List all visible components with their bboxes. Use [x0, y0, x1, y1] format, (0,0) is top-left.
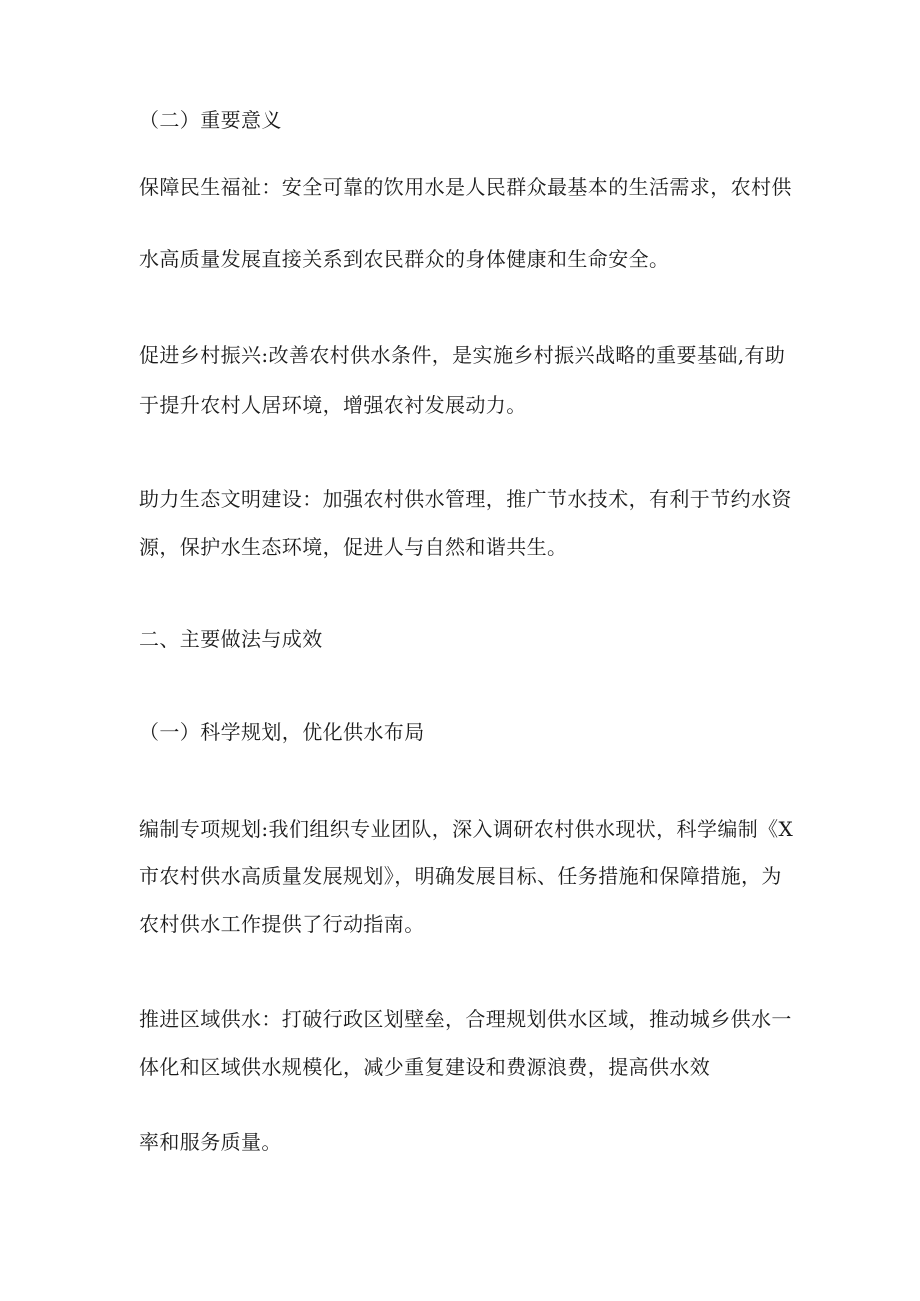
subsection-heading-planning: （一）科学规划，优化供水布局: [139, 720, 425, 744]
paragraph-revitalization-line-1: 促进乡村振兴:改善农村供水条件，是实施乡村振兴战略的重要基础,有助: [139, 343, 786, 367]
paragraph-regional-line-3: 率和服务质量。: [139, 1130, 282, 1154]
paragraph-planning-line-1: 编制专项规划:我们组织专业团队，深入调研农村供水现状，科学编制《X: [139, 817, 794, 841]
section-heading-significance: （二）重要意义: [139, 108, 282, 132]
paragraph-planning-line-2: 市农村供水高质量发展规划》，明确发展目标、任务措施和保障措施，为: [139, 864, 782, 888]
paragraph-revitalization-line-2: 于提升农村人居环境，增强农衬发展动力。: [139, 393, 527, 417]
paragraph-planning-line-3: 农村供水工作提供了行动指南。: [139, 912, 425, 936]
paragraph-regional-line-2: 体化和区域供水规模化，减少重复建设和费源浪费，提高供水效: [139, 1055, 711, 1079]
section-heading-practices: 二、主要做法与成效: [139, 627, 323, 651]
paragraph-ecology-line-1: 助力生态文明建设：加强农村供水管理，推广节水技术，有利于节约水资: [139, 487, 792, 511]
paragraph-welfare-line-2: 水高质量发展直接关系到农民群众的身体健康和生命安全。: [139, 247, 670, 271]
paragraph-ecology-line-2: 源，保护水生态环境，促进人与自然和谐共生。: [139, 535, 568, 559]
paragraph-regional-line-1: 推进区域供水：打破行政区划壁垒，合理规划供水区域，推动城乡供水一: [139, 1007, 792, 1031]
paragraph-welfare-line-1: 保障民生福祉：安全可靠的饮用水是人民群众最基本的生活需求，农村供: [139, 175, 792, 199]
